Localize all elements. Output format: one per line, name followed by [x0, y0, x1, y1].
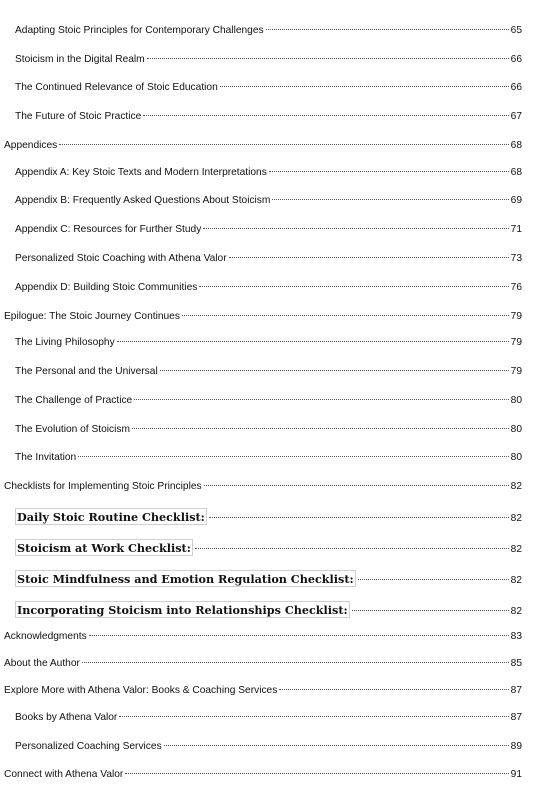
toc-entry[interactable]: [15, 336, 522, 350]
toc-entry[interactable]: [15, 24, 522, 38]
toc-entry[interactable]: [15, 740, 522, 754]
toc-entry-page: 73: [510, 253, 522, 264]
toc-entry[interactable]: [4, 768, 522, 782]
dot-leader: [352, 610, 509, 611]
dot-leader: [195, 548, 509, 549]
toc-entry-page: 89: [510, 741, 522, 752]
toc-entry-title: Appendix A: Key Stoic Texts and Modern Interpretations: [15, 167, 267, 178]
toc-entry-title: Stoicism in the Digital Realm: [15, 54, 145, 65]
toc-entry-title: Books by Athena Valor: [15, 712, 118, 723]
dot-leader: [125, 773, 508, 774]
dot-leader: [147, 58, 509, 59]
toc-entry-title: Adapting Stoic Principles for Contemporary Challenges: [15, 25, 264, 36]
toc-entry-title: The Continued Relevance of Stoic Education: [15, 82, 218, 93]
dot-leader: [209, 517, 509, 518]
toc-entry[interactable]: [15, 194, 522, 208]
toc-entry[interactable]: [15, 252, 522, 266]
toc-entry-title: The Living Philosophy: [15, 337, 115, 348]
toc-entry-page: 91: [510, 769, 522, 780]
toc-entry-title: Epilogue: The Stoic Journey Continues: [4, 311, 180, 322]
toc-entry[interactable]: [4, 310, 522, 324]
toc-entry-page: 82: [510, 544, 522, 555]
dot-leader: [78, 456, 508, 457]
toc-entry[interactable]: [4, 684, 522, 698]
toc-entry[interactable]: [15, 711, 522, 725]
toc-entry-title: Personalized Stoic Coaching with Athena Valor: [15, 253, 227, 264]
toc-entry-page: 79: [510, 311, 522, 322]
toc-entry-page: 76: [510, 282, 522, 293]
toc-entry-page: 80: [510, 424, 522, 435]
dot-leader: [164, 745, 509, 746]
toc-entry-title: Daily Stoic Routine Checklist:: [17, 510, 205, 524]
dot-leader: [59, 144, 508, 145]
toc-entry-page: 68: [510, 167, 522, 178]
toc-entry-page: 79: [510, 366, 522, 377]
toc-entry-page: 82: [510, 513, 522, 524]
toc-entry-title: Checklists for Implementing Stoic Principles: [4, 481, 202, 492]
dot-leader: [82, 662, 509, 663]
toc-entry-title: Acknowledgments: [4, 631, 87, 642]
toc-entry[interactable]: [15, 570, 522, 588]
toc-entry[interactable]: [15, 539, 522, 557]
toc-entry-page: 69: [510, 195, 522, 206]
toc-entry-title: The Invitation: [15, 452, 77, 463]
dot-leader: [358, 579, 509, 580]
dot-leader: [279, 689, 508, 690]
dot-leader: [182, 315, 509, 316]
toc-entry[interactable]: [4, 657, 522, 671]
toc-entry[interactable]: [4, 480, 522, 494]
toc-entry[interactable]: [15, 53, 522, 67]
toc-entry-title: About the Author: [4, 658, 80, 669]
toc-entry-title: Explore More with Athena Valor: Books & Coaching Services: [4, 685, 278, 696]
toc-entry[interactable]: [15, 451, 522, 465]
toc-entry-title: Appendix D: Building Stoic Communities: [15, 282, 198, 293]
toc-entry-title: Connect with Athena Valor: [4, 769, 124, 780]
toc-entry[interactable]: [15, 223, 522, 237]
dot-leader: [269, 171, 509, 172]
toc-entry[interactable]: [15, 110, 522, 124]
toc-entry-title: The Future of Stoic Practice: [15, 111, 142, 122]
toc-entry-page: 67: [510, 111, 522, 122]
toc-entry[interactable]: [15, 281, 522, 295]
toc-entry[interactable]: [4, 630, 522, 644]
dot-leader: [134, 399, 508, 400]
toc-entry-title: Stoicism at Work Checklist:: [17, 541, 191, 555]
dot-leader: [143, 115, 508, 116]
toc-entry-page: 83: [510, 631, 522, 642]
toc-entry-title: The Evolution of Stoicism: [15, 424, 130, 435]
toc-entry-title: Appendices: [4, 140, 58, 151]
dot-leader: [117, 341, 509, 342]
dot-leader: [199, 286, 508, 287]
toc-entry-page: 71: [510, 224, 522, 235]
dot-leader: [220, 86, 509, 87]
toc-entry-page: 85: [510, 658, 522, 669]
toc-entry-page: 82: [510, 575, 522, 586]
toc-entry-page: 87: [510, 712, 522, 723]
toc-entry-page: 82: [510, 481, 522, 492]
toc-entry[interactable]: [4, 139, 522, 153]
toc-entry-page: 68: [510, 140, 522, 151]
dot-leader: [160, 370, 509, 371]
toc-entry-page: 79: [510, 337, 522, 348]
toc-entry[interactable]: [15, 166, 522, 180]
toc-entry[interactable]: [15, 508, 522, 526]
toc-entry[interactable]: [15, 365, 522, 379]
dot-leader: [203, 228, 508, 229]
toc-entry-page: 66: [510, 82, 522, 93]
dot-leader: [132, 428, 509, 429]
toc-entry-title: Stoic Mindfulness and Emotion Regulation Checklist:: [17, 572, 354, 586]
dot-leader: [119, 716, 508, 717]
toc-entry-page: 82: [510, 606, 522, 617]
dot-leader: [266, 29, 509, 30]
toc-entry-title: Personalized Coaching Services: [15, 741, 162, 752]
toc-entry[interactable]: [15, 601, 522, 619]
toc-entry-title: Incorporating Stoicism into Relationships Checklist:: [17, 603, 348, 617]
dot-leader: [272, 199, 508, 200]
toc-entry-title: The Challenge of Practice: [15, 395, 133, 406]
dot-leader: [89, 635, 509, 636]
toc-entry[interactable]: [15, 81, 522, 95]
toc-entry-title: Appendix C: Resources for Further Study: [15, 224, 202, 235]
toc-entry-page: 65: [510, 25, 522, 36]
dot-leader: [229, 257, 509, 258]
toc-entry-page: 66: [510, 54, 522, 65]
toc-entry-title: Appendix B: Frequently Asked Questions About Stoicism: [15, 195, 271, 206]
toc-entry-title: The Personal and the Universal: [15, 366, 158, 377]
dot-leader: [204, 485, 509, 486]
toc-entry-page: 87: [510, 685, 522, 696]
toc-entry[interactable]: [15, 394, 522, 408]
toc-entry-page: 80: [510, 452, 522, 463]
toc-entry[interactable]: [15, 423, 522, 437]
toc-entry-page: 80: [510, 395, 522, 406]
